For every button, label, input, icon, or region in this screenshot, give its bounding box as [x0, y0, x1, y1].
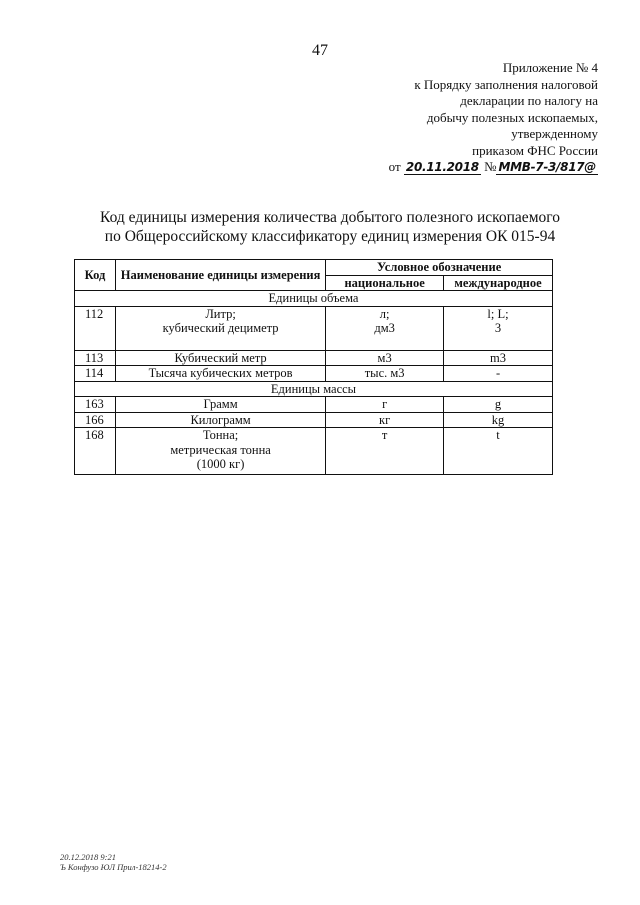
appendix-line: добычу полезных ископаемых, — [426, 109, 598, 125]
code-cell: 113 — [75, 350, 116, 366]
table-row — [75, 366, 553, 382]
code-cell: 166 — [75, 412, 116, 428]
international-designation-cell-line: l; L; — [487, 306, 509, 321]
title-line-1: Код единицы измерения количества добытого полезного ископаемого — [100, 209, 560, 226]
unit-name-cell-line: метрическая тонна — [170, 442, 271, 457]
unit-name-cell-line: Кубический метр — [174, 350, 267, 365]
international-designation-cell — [444, 350, 553, 366]
table-row — [75, 428, 553, 475]
footer-line-2: Ъ Конфузо ЮЛ Прил-18214-2 — [60, 862, 167, 872]
header-international: международное — [444, 275, 553, 291]
national-designation-cell — [326, 428, 444, 475]
international-designation-cell-line: - — [495, 366, 501, 380]
national-designation-cell-line: тыс. м3 — [364, 366, 405, 380]
header-code: Код — [75, 260, 116, 291]
unit-name-cell — [115, 412, 325, 428]
number-label: № — [484, 159, 497, 174]
national-designation-cell — [326, 366, 444, 382]
unit-name-cell-line: Килограмм — [190, 412, 251, 427]
table-row — [75, 350, 553, 366]
page-number: 47 — [312, 42, 328, 59]
header-name: Наименование единицы измерения — [115, 260, 325, 291]
table-row — [75, 306, 553, 350]
unit-name-cell — [115, 366, 325, 382]
unit-name-cell — [115, 350, 325, 366]
international-designation-cell-line: t — [496, 428, 500, 442]
table-row — [75, 397, 553, 413]
appendix-line: Приложение № 4 — [502, 60, 598, 75]
footer-stamp — [60, 852, 167, 872]
unit-name-cell — [115, 306, 325, 350]
appendix-line: к Порядку заполнения налоговой — [414, 76, 598, 92]
unit-name-cell-line: кубический дециметр — [162, 321, 279, 335]
code-cell: 163 — [75, 397, 116, 413]
units-table-body — [75, 291, 553, 475]
footer-line-1: 20.12.2018 9:21 — [60, 852, 116, 862]
national-designation-cell-line: т — [381, 428, 388, 442]
unit-name-cell-line: Литр; — [205, 306, 236, 321]
appendix-line: декларации по налогу на — [460, 93, 598, 108]
international-designation-cell — [444, 397, 553, 413]
unit-name-cell — [115, 428, 325, 475]
national-designation-cell — [326, 397, 444, 413]
international-designation-cell — [444, 428, 553, 475]
section-row — [75, 381, 553, 397]
code-cell: 114 — [75, 366, 116, 382]
national-designation-cell — [326, 412, 444, 428]
national-designation-cell — [326, 306, 444, 350]
national-designation-cell-line: дм3 — [374, 321, 395, 335]
national-designation-cell — [326, 350, 444, 366]
international-designation-cell-line: m3 — [490, 350, 507, 365]
international-designation-cell-line: 3 — [494, 321, 502, 335]
national-designation-cell-line: кг — [379, 412, 391, 427]
international-designation-cell-line: kg — [491, 412, 505, 427]
handwritten-order-number: ММВ-7-3/817@ — [498, 160, 596, 174]
unit-name-cell-line: Тонна; — [202, 428, 239, 442]
unit-name-cell-line: Грамм — [203, 397, 238, 411]
units-table — [74, 259, 553, 475]
appendix-header — [338, 60, 598, 176]
section-row — [75, 291, 553, 307]
code-cell: 112 — [75, 306, 116, 350]
handwritten-date: 20.11.2018 — [405, 160, 479, 174]
order-date-number-line — [338, 159, 598, 176]
appendix-line: утвержденному — [511, 126, 598, 141]
unit-name-cell-line: (1000 кг) — [196, 457, 245, 471]
section-title: Единицы объема — [75, 291, 553, 307]
international-designation-cell — [444, 412, 553, 428]
appendix-line: приказом ФНС России — [472, 142, 598, 158]
national-designation-cell-line: м3 — [377, 350, 392, 365]
header-designation: Условное обозначение — [326, 260, 553, 276]
international-designation-cell-line: g — [494, 397, 502, 411]
table-row — [75, 412, 553, 428]
section-title: Единицы массы — [75, 381, 553, 397]
document-title — [0, 208, 640, 246]
unit-name-cell — [115, 397, 325, 413]
title-line-2: по Общероссийскому классификатору единиц измерения ОК 015-94 — [104, 228, 556, 245]
national-designation-cell-line: л; — [379, 306, 390, 321]
unit-name-cell-line: Тысяча кубических метров — [148, 366, 293, 380]
header-national: национальное — [326, 275, 444, 291]
ot-label: от — [388, 159, 401, 174]
code-cell: 168 — [75, 428, 116, 475]
international-designation-cell — [444, 366, 553, 382]
international-designation-cell — [444, 306, 553, 350]
national-designation-cell-line: г — [382, 397, 388, 411]
